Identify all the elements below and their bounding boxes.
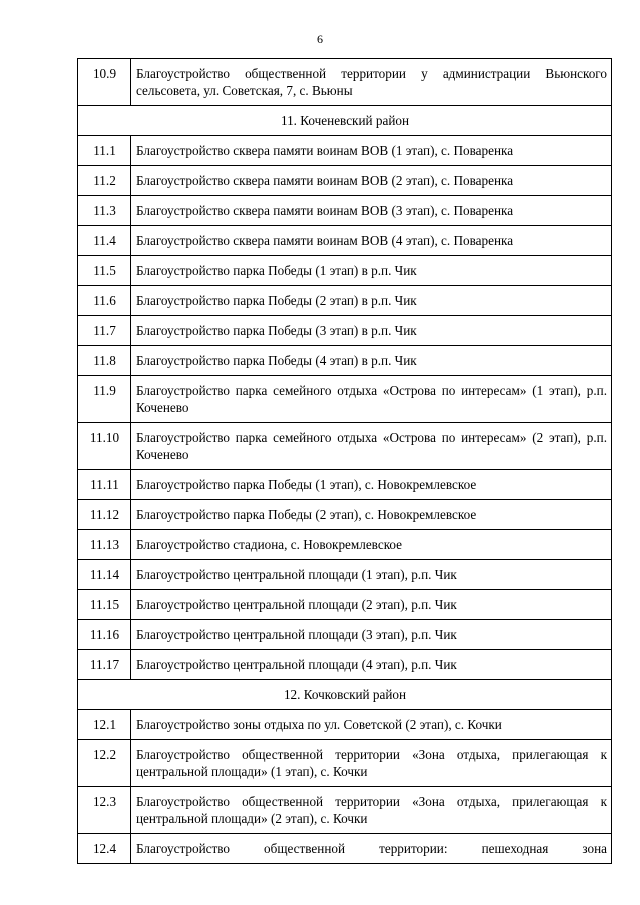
row-number: 11.7 — [78, 316, 131, 346]
row-description: Благоустройство парка Победы (3 этап) в р.п. Чик — [131, 316, 612, 346]
table-row — [78, 196, 612, 226]
table-row — [78, 590, 612, 620]
row-number: 11.17 — [78, 650, 131, 680]
table-row — [78, 423, 612, 470]
table-row — [78, 787, 612, 834]
table-row — [78, 59, 612, 106]
row-description: Благоустройство парка Победы (2 этап) в р.п. Чик — [131, 286, 612, 316]
section-heading-row — [78, 106, 612, 136]
row-number: 12.1 — [78, 710, 131, 740]
table-row — [78, 650, 612, 680]
row-description: Благоустройство общественной территории «Зона отдыха, прилегающая к центральной площади» (1 этап), с. Кочки — [131, 740, 612, 787]
row-number: 11.13 — [78, 530, 131, 560]
row-number: 12.4 — [78, 834, 131, 864]
row-number: 11.11 — [78, 470, 131, 500]
table-row — [78, 710, 612, 740]
row-description: Благоустройство стадиона, с. Новокремлевское — [131, 530, 612, 560]
row-description: Благоустройство парка семейного отдыха «Острова по интересам» (1 этап), р.п. Коченево — [131, 376, 612, 423]
row-number: 12.2 — [78, 740, 131, 787]
table-row — [78, 136, 612, 166]
row-number: 11.15 — [78, 590, 131, 620]
row-description: Благоустройство центральной площади (3 этап), р.п. Чик — [131, 620, 612, 650]
row-description: Благоустройство парка Победы (4 этап) в р.п. Чик — [131, 346, 612, 376]
row-description: Благоустройство парка Победы (1 этап) в р.п. Чик — [131, 256, 612, 286]
row-number: 11.14 — [78, 560, 131, 590]
row-number: 10.9 — [78, 59, 131, 106]
section-heading: 12. Кочковский район — [78, 680, 612, 710]
row-number: 11.5 — [78, 256, 131, 286]
row-number: 11.3 — [78, 196, 131, 226]
table-row — [78, 226, 612, 256]
section-heading: 11. Коченевский район — [78, 106, 612, 136]
row-description: Благоустройство общественной территории у администрации Вьюнского сельсовета, ул. Советская, 7, с. Вьюны — [131, 59, 612, 106]
row-number: 11.4 — [78, 226, 131, 256]
row-description: Благоустройство сквера памяти воинам ВОВ (1 этап), с. Поваренка — [131, 136, 612, 166]
row-description: Благоустройство центральной площади (2 этап), р.п. Чик — [131, 590, 612, 620]
row-number: 11.6 — [78, 286, 131, 316]
row-number: 12.3 — [78, 787, 131, 834]
row-description: Благоустройство сквера памяти воинам ВОВ (4 этап), с. Поваренка — [131, 226, 612, 256]
row-description: Благоустройство центральной площади (1 этап), р.п. Чик — [131, 560, 612, 590]
objects-table — [77, 58, 612, 864]
row-description: Благоустройство парка семейного отдыха «Острова по интересам» (2 этап), р.п. Коченево — [131, 423, 612, 470]
row-description: Благоустройство сквера памяти воинам ВОВ (2 этап), с. Поваренка — [131, 166, 612, 196]
table-row — [78, 470, 612, 500]
table-row — [78, 740, 612, 787]
row-description: Благоустройство общественной территории «Зона отдыха, прилегающая к центральной площади» (2 этап), с. Кочки — [131, 787, 612, 834]
table-row — [78, 316, 612, 346]
row-description: Благоустройство зоны отдыха по ул. Советской (2 этап), с. Кочки — [131, 710, 612, 740]
section-heading-row — [78, 680, 612, 710]
table-row — [78, 834, 612, 864]
table-row — [78, 376, 612, 423]
table-row — [78, 500, 612, 530]
row-description: Благоустройство общественной территории: пешеходная зона — [131, 834, 612, 864]
row-number: 11.16 — [78, 620, 131, 650]
table-row — [78, 256, 612, 286]
page-number: 6 — [317, 32, 323, 46]
row-number: 11.8 — [78, 346, 131, 376]
row-number: 11.1 — [78, 136, 131, 166]
row-description: Благоустройство центральной площади (4 этап), р.п. Чик — [131, 650, 612, 680]
row-description: Благоустройство парка Победы (2 этап), с. Новокремлевское — [131, 500, 612, 530]
table-row — [78, 346, 612, 376]
table-row — [78, 530, 612, 560]
row-description: Благоустройство парка Победы (1 этап), с. Новокремлевское — [131, 470, 612, 500]
table-body — [78, 59, 612, 864]
row-number: 11.2 — [78, 166, 131, 196]
table-row — [78, 560, 612, 590]
table-row — [78, 286, 612, 316]
row-description: Благоустройство сквера памяти воинам ВОВ (3 этап), с. Поваренка — [131, 196, 612, 226]
row-number: 11.9 — [78, 376, 131, 423]
row-number: 11.10 — [78, 423, 131, 470]
table-row — [78, 620, 612, 650]
table-row — [78, 166, 612, 196]
row-number: 11.12 — [78, 500, 131, 530]
